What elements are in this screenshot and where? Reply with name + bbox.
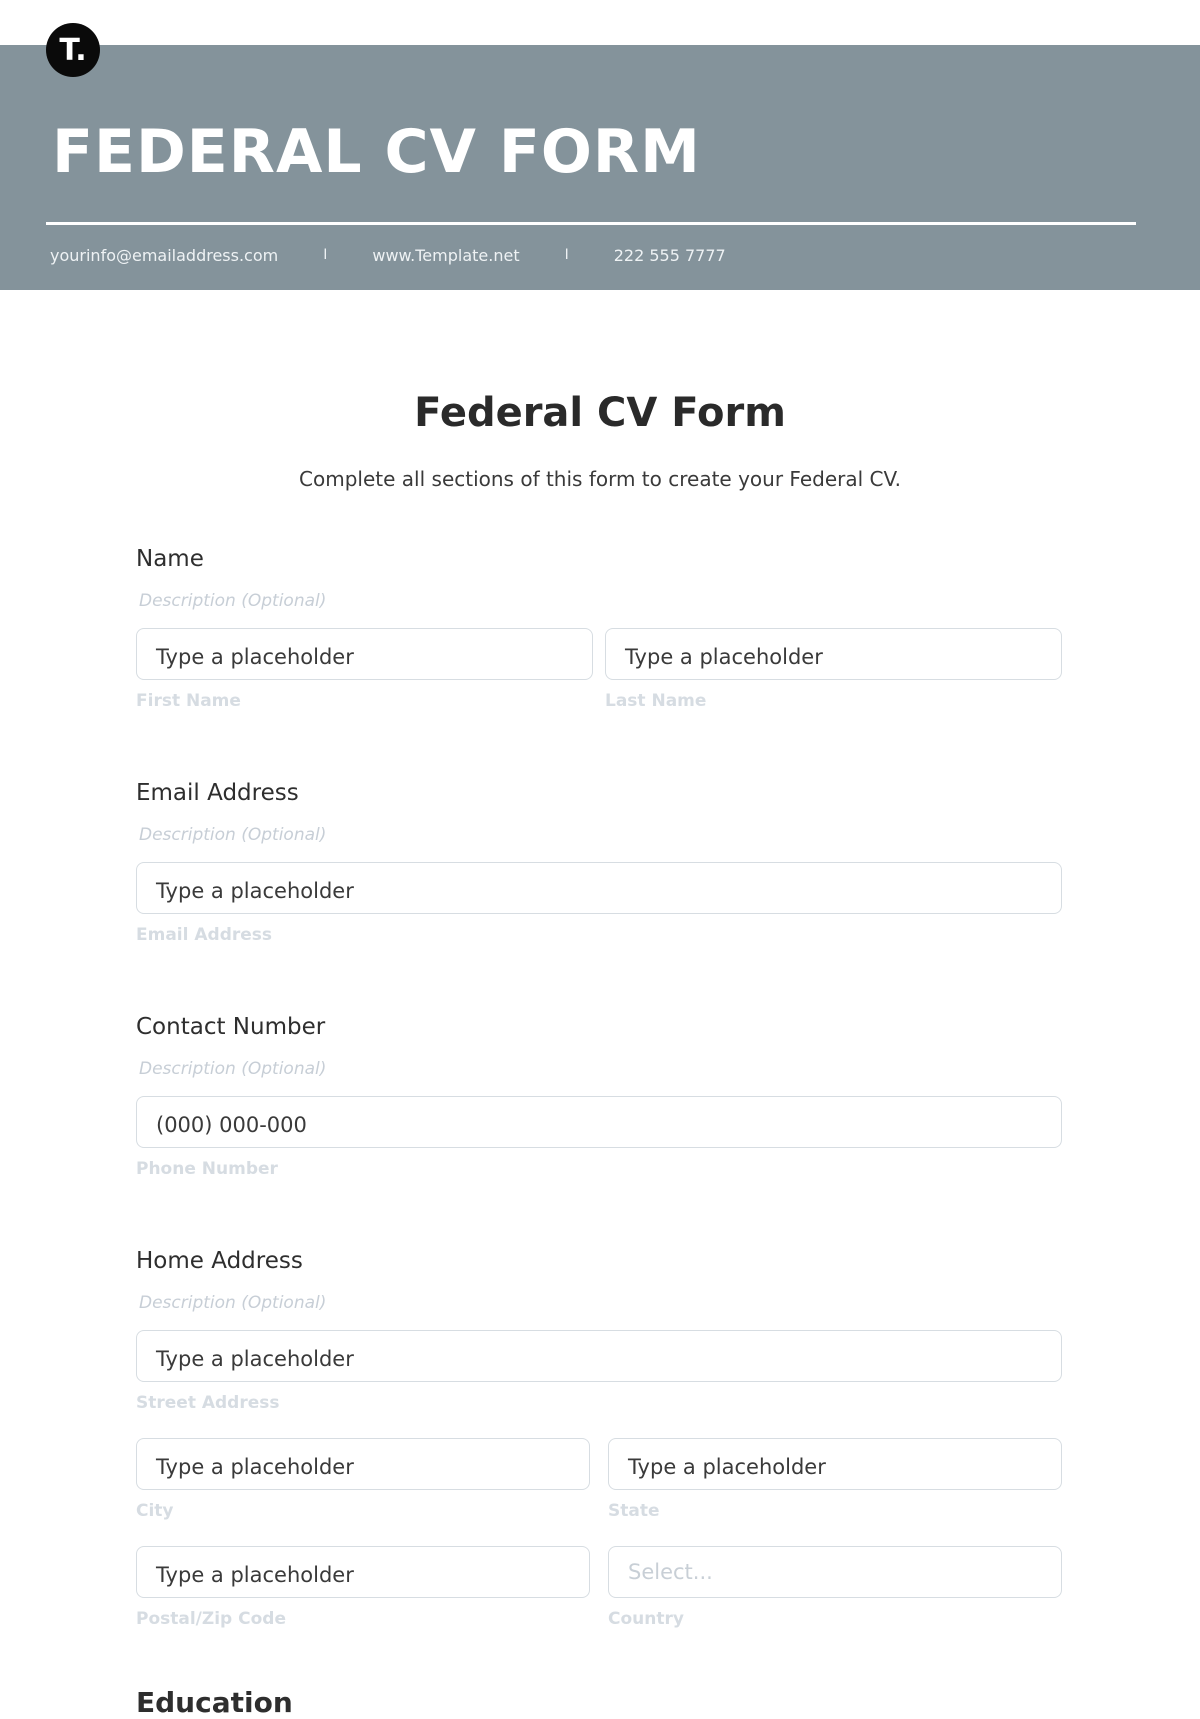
country-label: Country <box>608 1609 684 1629</box>
name-description: Description (Optional) <box>139 591 327 611</box>
name-section-label: Name <box>136 546 204 572</box>
state-label: State <box>608 1501 660 1521</box>
first-name-input[interactable]: Type a placeholder <box>136 628 593 680</box>
street-address-input[interactable]: Type a placeholder <box>136 1330 1062 1382</box>
postal-code-label: Postal/Zip Code <box>136 1609 286 1629</box>
street-address-label: Street Address <box>136 1393 280 1413</box>
contact-email: yourinfo@emailaddress.com <box>50 245 279 265</box>
city-label: City <box>136 1501 174 1521</box>
form-subtitle: Complete all sections of this form to create your Federal CV. <box>299 467 901 491</box>
first-name-label: First Name <box>136 691 241 711</box>
last-name-input[interactable]: Type a placeholder <box>605 628 1062 680</box>
email-input[interactable]: Type a placeholder <box>136 862 1062 914</box>
contact-separator: I <box>323 247 328 263</box>
address-section-label: Home Address <box>136 1248 303 1274</box>
header-divider <box>46 222 1136 225</box>
postal-code-input[interactable]: Type a placeholder <box>136 1546 590 1598</box>
contact-row <box>50 244 726 266</box>
email-section-label: Email Address <box>136 780 299 806</box>
phone-input[interactable]: (000) 000-000 <box>136 1096 1062 1148</box>
city-input[interactable]: Type a placeholder <box>136 1438 590 1490</box>
form-title: Federal CV Form <box>414 390 786 436</box>
logo-text: T. <box>59 32 87 68</box>
phone-sub-label: Phone Number <box>136 1159 278 1179</box>
contact-separator: I <box>564 247 569 263</box>
last-name-label: Last Name <box>605 691 707 711</box>
country-select[interactable]: Select... <box>608 1546 1062 1598</box>
state-input[interactable]: Type a placeholder <box>608 1438 1062 1490</box>
contact-phone: 222 555 7777 <box>613 245 726 265</box>
email-description: Description (Optional) <box>139 825 327 845</box>
contact-description: Description (Optional) <box>139 1059 327 1079</box>
contact-section-label: Contact Number <box>136 1014 326 1040</box>
brand-logo <box>46 23 100 77</box>
email-sub-label: Email Address <box>136 925 273 945</box>
address-description: Description (Optional) <box>139 1293 327 1313</box>
header-title: FEDERAL CV FORM <box>52 117 701 187</box>
education-section-label: Education <box>136 1686 293 1719</box>
contact-website: www.Template.net <box>372 245 520 265</box>
